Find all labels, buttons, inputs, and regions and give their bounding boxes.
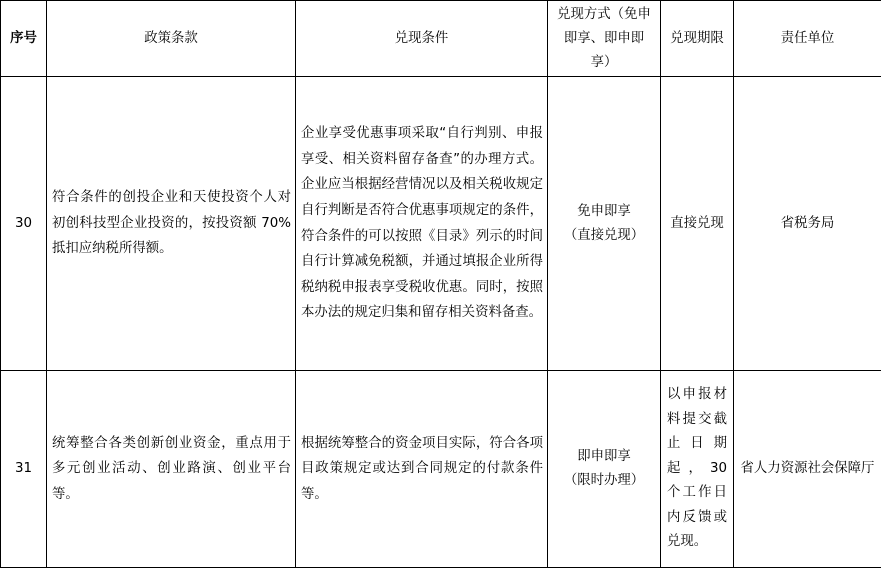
redeem-condition: 根据统筹整合的资金项目实际，符合各项目政策规定或达到合同规定的付款条件等。	[296, 371, 548, 568]
redeem-period: 以申报材料提交截止日期起，30 个工作日内反馈或兑现。	[661, 371, 734, 568]
method-label: 免申即享	[548, 200, 660, 224]
table-row	[1, 77, 881, 371]
policy-clause: 符合条件的创投企业和天使投资个人对初创科技型企业投资的，按投资额 70%抵扣应纳税所得额。	[47, 77, 296, 371]
method-label: 即申即享	[548, 445, 660, 469]
responsible-unit: 省人力资源社会保障厅	[734, 371, 881, 568]
header-no: 序号	[1, 1, 47, 77]
header-method: 兑现方式（免申即享、即申即享）	[548, 1, 661, 77]
header-unit: 责任单位	[734, 1, 881, 77]
method-note: （直接兑现）	[548, 224, 660, 248]
row-number: 31	[1, 371, 47, 568]
header-period: 兑现期限	[661, 1, 734, 77]
redeem-method	[548, 371, 661, 568]
redeem-method	[548, 77, 661, 371]
header-row	[1, 1, 881, 77]
header-policy: 政策条款	[47, 1, 296, 77]
redeem-period: 直接兑现	[661, 77, 734, 371]
row-number: 30	[1, 77, 47, 371]
redeem-condition: 企业享受优惠事项采取“自行判别、申报享受、相关资料留存备查”的办理方式。企业应当根据经营情况以及相关税收规定自行判断是否符合优惠事项规定的条件，符合条件的可以按照《目录》列示的时间自行计算减免税额，并通过填报企业所得税纳税申报表享受税收优惠。同时，按照本办法的规定归集和留存相关资料备查。	[296, 77, 548, 371]
table-row	[1, 371, 881, 568]
policy-clause: 统筹整合各类创新创业资金，重点用于多元创业活动、创业路演、创业平台等。	[47, 371, 296, 568]
header-condition: 兑现条件	[296, 1, 548, 77]
method-note: （限时办理）	[548, 469, 660, 493]
responsible-unit: 省税务局	[734, 77, 881, 371]
